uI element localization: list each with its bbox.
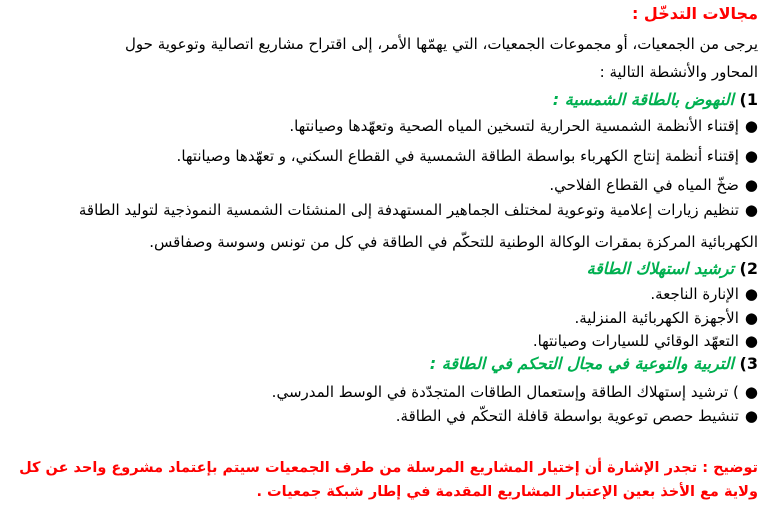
bullet-icon: ●: [744, 383, 758, 401]
section-1-number: 1): [739, 90, 758, 109]
bullet-icon: ●: [744, 147, 758, 165]
bullet-icon: ●: [744, 309, 758, 327]
bullet-icon: ●: [744, 117, 758, 135]
section-3-number: 3): [739, 354, 758, 373]
list-item: ●ضخّ المياه في القطاع الفلاحي.: [549, 176, 758, 194]
list-item: ●تنشيط حصص توعوية بواسطة قافلة التحكّم في الطاقة.: [395, 407, 758, 425]
section-2-heading: [587, 259, 758, 279]
intro-line-1: يرجى من الجمعيات، أو مجموعات الجمعيات، التي يهمّها الأمر، إلى اقتراح مشاريع اتصالية وتوعوية حول: [125, 35, 758, 53]
note-line-2: ولاية مع الأخذ بعين الإعتبار المشاريع المقدمة في إطار شبكة جمعيات .: [256, 484, 758, 500]
section-2-title: ترشيد استهلاك الطاقة: [586, 259, 734, 278]
intro-line-2: المحاور والأنشطة التالية :: [599, 63, 758, 81]
page-title: مجالات التدخّل :: [631, 4, 758, 23]
bullet-icon: ●: [744, 201, 758, 219]
list-item: ●الأجهزة الكهربائية المنزلية.: [574, 309, 758, 327]
section-1-heading: [553, 90, 758, 110]
bullet-icon: ●: [744, 176, 758, 194]
list-item: ●إقتناء الأنظمة الشمسية الحرارية لتسخين المياه الصحية وتعهّدها وصيانتها.: [289, 117, 758, 135]
list-item-continuation: الكهربائية المركزة بمقرات الوكالة الوطنية للتحكّم في الطاقة في كل من تونس وسوسة وصفاقس.: [149, 233, 758, 251]
section-3-heading: [430, 354, 758, 374]
bullet-icon: ●: [744, 332, 758, 350]
bullet-icon: ●: [744, 407, 758, 425]
section-2-number: 2): [739, 259, 758, 278]
note-line-1: توضيح : تجدر الإشارة أن إختيار المشاريع المرسلة من طرف الجمعيات سيتم بإعتماد مشروع واحد عن كل: [19, 460, 758, 476]
list-item: ●) ترشيد إستهلاك الطاقة وإستعمال الطاقات المتجدّدة في الوسط المدرسي.: [271, 383, 758, 401]
list-item: ●تنظيم زيارات إعلامية وتوعوية لمختلف الجماهير المستهدفة إلى المنشئات الشمسية النموذجية لتوليد الطاقة: [78, 201, 758, 219]
list-item: ●الإنارة الناجعة.: [650, 285, 758, 303]
section-1-title: النهوض بالطاقة الشمسية :: [552, 90, 734, 109]
list-item: ●التعهّد الوقائي للسيارات وصيانتها.: [532, 332, 758, 350]
bullet-icon: ●: [744, 285, 758, 303]
list-item: ●إقتناء أنظمة إنتاج الكهرباء بواسطة الطاقة الشمسية في القطاع السكني، و تعهّدها وصيانتها.: [176, 147, 758, 165]
section-3-title: التربية والتوعية في مجال التحكم في الطاقة :: [429, 354, 734, 373]
